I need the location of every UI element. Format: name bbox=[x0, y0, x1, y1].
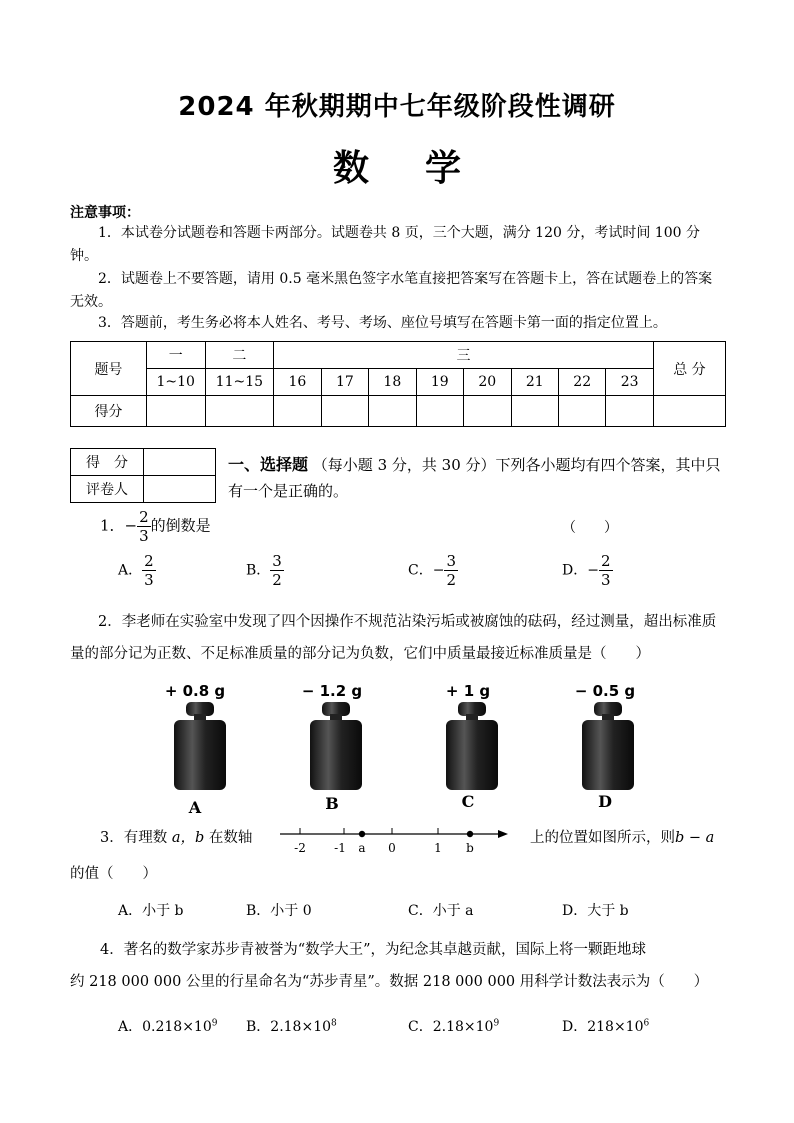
q1-option-a[interactable]: A． $\frac{2}{3}$ bbox=[118, 552, 154, 589]
weight-a-icon bbox=[174, 702, 226, 790]
question-2-text: 2．李老师在实验室中发现了四个因操作不规范沾染污垢或被腐蚀的砝码，经过测量，超出标准质量的部分记为正数、不足标准质量的部分记为负数，它们中质量最接近标准质量是（ ） bbox=[70, 614, 717, 662]
q1-fraction: $\frac{2}{3}$ bbox=[139, 508, 149, 545]
q1-answer-paren: （ ） bbox=[562, 520, 618, 536]
weight-d-letter[interactable]: D bbox=[598, 792, 612, 811]
q3-option-a[interactable]: A．小于 b bbox=[118, 903, 184, 919]
q1-number: 1． bbox=[100, 516, 125, 535]
score-cell[interactable] bbox=[511, 396, 558, 427]
grader-score-cell[interactable] bbox=[144, 449, 216, 476]
weight-b-label: − 1.2 g bbox=[301, 682, 363, 700]
score-cell[interactable] bbox=[369, 396, 416, 427]
section-1-intro bbox=[228, 452, 728, 504]
weight-d-icon bbox=[582, 702, 634, 790]
section-1-title: 一、选择题 bbox=[228, 455, 309, 474]
question-3-pre: 3．有理数 a，b 在数轴 bbox=[100, 830, 253, 846]
col-header: 19 bbox=[416, 369, 463, 396]
col-header: 22 bbox=[558, 369, 605, 396]
q3-option-c[interactable]: C．小于 a bbox=[408, 903, 474, 919]
weight-a-letter[interactable]: A bbox=[188, 798, 202, 817]
score-cell[interactable] bbox=[416, 396, 463, 427]
score-cell[interactable] bbox=[205, 396, 274, 427]
grader-box bbox=[70, 448, 216, 503]
col-header: 21 bbox=[511, 369, 558, 396]
question-1 bbox=[100, 508, 211, 545]
score-cell[interactable] bbox=[146, 396, 205, 427]
q4-option-d[interactable]: D．$218\times 10^6$ bbox=[562, 1018, 650, 1035]
col-header: 17 bbox=[321, 369, 368, 396]
tick-label: -2 bbox=[294, 841, 306, 855]
section-1-desc: （每小题 3 分，共 30 分）下列各小题均有四个答案，其中只有一个是正确的。 bbox=[228, 456, 721, 500]
q4-option-a[interactable]: A．$0.218\times 10^9$ bbox=[118, 1018, 218, 1035]
subject-title: 数学 bbox=[332, 148, 517, 189]
notes-heading: 注意事项： bbox=[70, 205, 140, 221]
note-item-1: 1．本试卷分试题卷和答题卡两部分。试题卷共 8 页，三个大题，满分 120 分，考试时间 100 分钟。 bbox=[70, 225, 700, 264]
score-cell[interactable] bbox=[274, 396, 321, 427]
number-line bbox=[278, 822, 510, 858]
score-cell[interactable] bbox=[464, 396, 511, 427]
weight-b-icon bbox=[310, 702, 362, 790]
question-4-line2: 约 218 000 000 公里的行星命名为“苏步青星”。数据 218 000 000 用科学计数法表示为（ ） bbox=[70, 974, 709, 990]
q1-text: 的倒数是 bbox=[150, 516, 211, 535]
weight-c-letter[interactable]: C bbox=[461, 792, 475, 811]
section-2-header: 二 bbox=[205, 342, 274, 369]
total-cell[interactable] bbox=[653, 396, 725, 427]
weight-a-label: + 0.8 g bbox=[164, 682, 226, 700]
tick-label: 1 bbox=[434, 841, 442, 855]
col-header: 18 bbox=[369, 369, 416, 396]
col-header: 16 bbox=[274, 369, 321, 396]
section-1-header: 一 bbox=[146, 342, 205, 369]
tick-label: -1 bbox=[334, 841, 346, 855]
score-cell[interactable] bbox=[558, 396, 605, 427]
col-header: 23 bbox=[606, 369, 653, 396]
tick-label: 0 bbox=[388, 841, 396, 855]
question-3-post: 上的位置如图所示，则b − a bbox=[530, 830, 715, 846]
q1-option-b[interactable]: B． $\frac{3}{2}$ bbox=[246, 552, 282, 589]
grader-cell[interactable] bbox=[144, 476, 216, 503]
weight-d-label: − 0.5 g bbox=[574, 682, 636, 700]
score-table bbox=[70, 341, 726, 427]
q4-option-c[interactable]: C．$2.18\times 10^9$ bbox=[408, 1018, 500, 1035]
q1-option-c[interactable]: C．− $\frac{3}{2}$ bbox=[408, 552, 456, 589]
note-item-3: 3．答题前，考生务必将本人姓名、考号、考场、座位号填写在答题卡第一面的指定位置上。 bbox=[98, 315, 667, 331]
q3-option-b[interactable]: B．小于 0 bbox=[246, 903, 312, 919]
note-item-2: 2．试题卷上不要答题，请用 0.5 毫米黑色签字水笔直接把答案写在答题卡上，答在试题卷上的答案无效。 bbox=[70, 271, 713, 310]
tick-label: b bbox=[466, 841, 474, 855]
point-a bbox=[359, 831, 365, 837]
grader-label: 评卷人 bbox=[71, 476, 144, 503]
q1-option-d[interactable]: D．− $\frac{2}{3}$ bbox=[562, 552, 611, 589]
q4-option-b[interactable]: B．$2.18\times 10^8$ bbox=[246, 1018, 337, 1035]
col-header: 1~10 bbox=[146, 369, 205, 396]
point-b bbox=[467, 831, 473, 837]
exam-title: 2024 年秋期期中七年级阶段性调研 bbox=[178, 92, 616, 122]
score-cell[interactable] bbox=[321, 396, 368, 427]
score-label: 得分 bbox=[71, 396, 147, 427]
section-3-header: 三 bbox=[274, 342, 654, 369]
question-3-line2: 的值（ ） bbox=[70, 866, 157, 882]
col-header: 11~15 bbox=[205, 369, 274, 396]
tick-label: a bbox=[358, 841, 366, 855]
weight-c-label: + 1 g bbox=[445, 682, 491, 700]
question-4-line1: 4．著名的数学家苏步青被誉为“数学大王”，为纪念其卓越贡献，国际上将一颗距地球 bbox=[100, 942, 647, 958]
q1-sign: − bbox=[124, 516, 138, 535]
total-label: 总 分 bbox=[653, 342, 725, 396]
row-label: 题号 bbox=[71, 342, 147, 396]
score-cell[interactable] bbox=[606, 396, 653, 427]
weight-b-letter[interactable]: B bbox=[325, 794, 339, 813]
q3-option-d[interactable]: D．大于 b bbox=[562, 903, 629, 919]
grader-score-label: 得 分 bbox=[71, 449, 144, 476]
weights-illustration bbox=[160, 700, 640, 795]
col-header: 20 bbox=[464, 369, 511, 396]
weight-c-icon bbox=[446, 702, 498, 790]
